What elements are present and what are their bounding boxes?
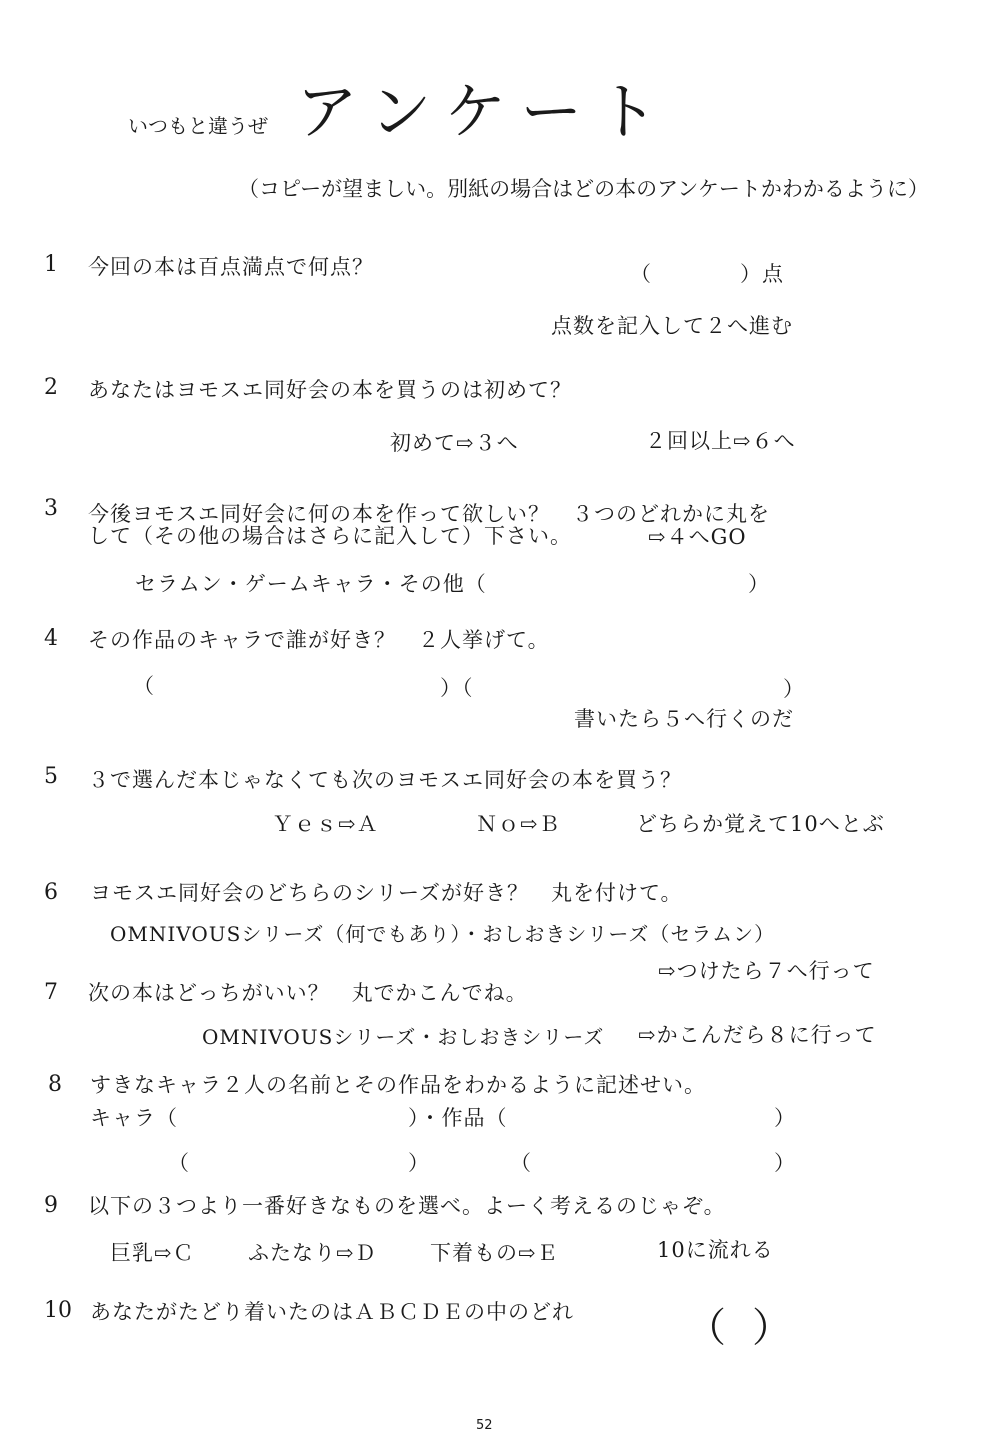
subtitle: いつもと違うぜ — [128, 114, 268, 138]
answer-bracket-close: ） — [752, 1305, 792, 1351]
choice-list[interactable]: セラムン・ゲームキャラ・その他（ — [135, 572, 487, 596]
choice-list[interactable]: OMNIVOUSシリーズ（何でもあり）・おしおきシリーズ（セラムン） — [110, 922, 776, 946]
question-number: 6 — [44, 880, 58, 905]
question-number: 2 — [44, 375, 58, 400]
option-d[interactable]: ふたなり⇨Ｄ — [248, 1241, 377, 1265]
copy-note: （コピーが望ましい。別紙の場合はどの本のアンケートかわかるように） — [238, 177, 929, 201]
option-yes[interactable]: Ｙｅｓ⇨Ａ — [272, 812, 379, 836]
bracket-close: ） — [774, 1106, 796, 1130]
next-instruction: ⇨４へGO — [648, 525, 747, 549]
answer-blank-open[interactable]: （ — [133, 674, 155, 698]
bracket-close: ） — [774, 1151, 796, 1175]
option-no[interactable]: Ｎｏ⇨Ｂ — [476, 812, 561, 836]
question-text: 今回の本は百点満点で何点？ — [88, 255, 374, 279]
option-e[interactable]: 下着もの⇨Ｅ — [430, 1241, 559, 1265]
question-number: 7 — [44, 980, 58, 1005]
next-instruction: 10に流れる — [657, 1238, 774, 1262]
work-field-label[interactable]: ）・作品（ — [408, 1106, 508, 1130]
option-first-time[interactable]: 初めて⇨３へ — [390, 431, 519, 455]
question-number: 3 — [44, 496, 58, 521]
page-number: 52 — [476, 1418, 493, 1433]
question-number: 8 — [48, 1072, 62, 1097]
question-number: 5 — [44, 764, 58, 789]
question-text: あなたはヨモスエ同好会の本を買うのは初めて？ — [88, 378, 572, 402]
answer-blank[interactable]: （ ）点 — [630, 262, 784, 286]
question-text: すきなキャラ２人の名前とその作品をわかるように記述せい。 — [90, 1073, 706, 1097]
bracket-close: ） — [748, 572, 770, 596]
question-text: あなたがたどり着いたのはＡＢＣＤＥの中のどれ — [90, 1300, 574, 1324]
answer-blank-close: ） — [783, 677, 805, 701]
option-repeat[interactable]: ２回以上⇨６へ — [645, 429, 796, 453]
character-field-2[interactable]: （ — [168, 1151, 190, 1175]
question-text: ヨモスエ同好会のどちらのシリーズが好き？ 丸を付けて。 — [90, 881, 683, 905]
question-text: 今後ヨモスエ同好会に何の本を作って欲しい？ ３つのどれかに丸を — [88, 502, 770, 526]
question-text-line2: して（その他の場合はさらに記入して）下さい。 — [88, 524, 572, 548]
work-field-2[interactable]: （ — [510, 1151, 532, 1175]
choice-list[interactable]: OMNIVOUSシリーズ・おしおきシリーズ — [202, 1025, 605, 1049]
option-c[interactable]: 巨乳⇨Ｃ — [110, 1241, 195, 1265]
question-text: 以下の３つより一番好きなものを選べ。よーく考えるのじゃぞ。 — [88, 1194, 726, 1218]
next-instruction: ⇨つけたら７へ行って — [658, 959, 875, 983]
next-instruction: 書いたら５へ行くのだ — [574, 707, 794, 731]
next-instruction: ⇨かこんだら８に行って — [638, 1023, 877, 1047]
question-text: ３で選んだ本じゃなくても次のヨモスエ同好会の本を買う？ — [88, 768, 682, 792]
next-instruction: どちらか覚えて10へとぶ — [636, 812, 885, 836]
answer-blank-mid[interactable]: ）（ — [440, 676, 474, 700]
question-number: 10 — [44, 1298, 72, 1323]
question-number: 9 — [44, 1193, 58, 1218]
question-number: 4 — [44, 626, 58, 651]
question-text: その作品のキャラで誰が好き？ ２人挙げて。 — [88, 628, 550, 652]
question-text: 次の本はどっちがいい？ 丸でかこんでね。 — [88, 981, 528, 1005]
bracket-close: ） — [408, 1151, 430, 1175]
page-title: アンケート — [296, 75, 673, 148]
question-number: 1 — [44, 252, 58, 277]
next-instruction: 点数を記入して２へ進む — [551, 314, 793, 338]
character-field-label[interactable]: キャラ（ — [90, 1106, 178, 1130]
answer-bracket-open[interactable]: （ — [686, 1305, 726, 1351]
